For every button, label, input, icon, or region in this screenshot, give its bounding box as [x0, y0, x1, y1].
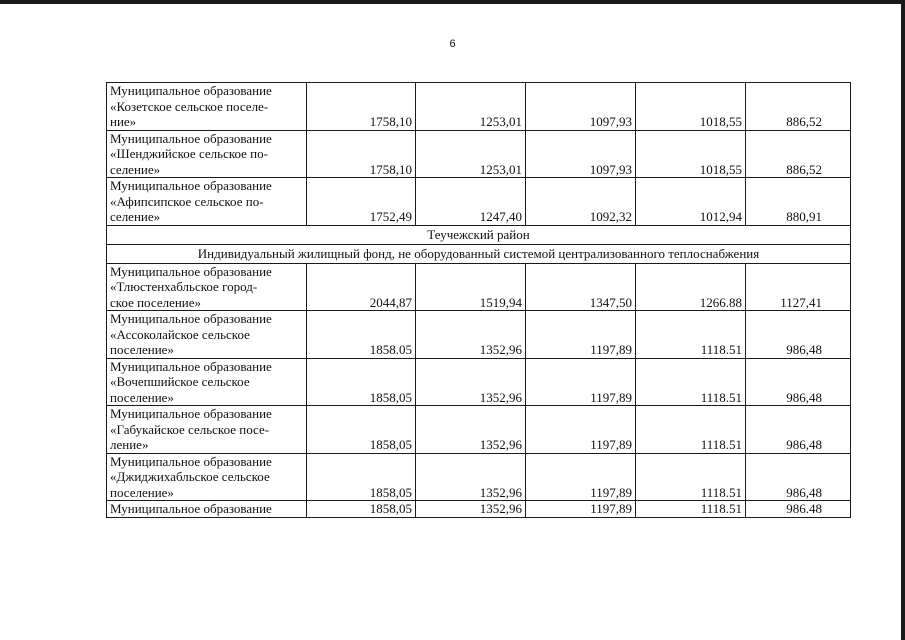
section-header: Теучежский район: [107, 225, 851, 244]
municipality-name-line: поселение»: [110, 484, 174, 500]
municipality-name-cell: [107, 501, 307, 518]
municipality-name-line: ние»: [110, 114, 137, 129]
section-header-row: [107, 244, 851, 263]
municipality-name-cell: [107, 311, 307, 359]
tariff-value-cell: 1197,89: [526, 311, 636, 359]
tariff-value-cell: 1858,05: [307, 358, 416, 406]
tariff-value-cell: 1247,40: [416, 178, 526, 226]
tariff-value-cell: 2044,87: [307, 263, 416, 311]
municipality-name-line: «Тлюстенхабльское город-: [110, 279, 258, 294]
tariff-value-cell: 986,48: [746, 311, 851, 359]
table-row: [107, 358, 851, 406]
table-row: [107, 263, 851, 311]
municipality-name-line: поселение»: [110, 342, 174, 357]
municipality-name-cell: [107, 130, 307, 178]
tariff-value-cell: 886,52: [746, 83, 851, 131]
tariff-value-cell: 1253,01: [416, 83, 526, 131]
municipality-name-line: Муниципальное образование: [110, 83, 272, 98]
tariff-value-cell: 986,48: [746, 358, 851, 406]
tariff-value-cell: 1352,96: [416, 453, 526, 501]
municipality-name-line: Муниципальное образование: [110, 130, 272, 146]
tariff-value-cell: 1197,89: [526, 358, 636, 406]
tariff-value-cell: 1127,41: [746, 263, 851, 311]
municipality-name-cell: [107, 83, 307, 131]
tariff-value-cell: 1118.51: [636, 453, 746, 501]
municipality-name-line: «Афипсипское сельское по-: [110, 193, 264, 209]
tariff-value-cell: 1519,94: [416, 263, 526, 311]
table-row: [107, 83, 851, 131]
tariff-value-cell: 880,91: [746, 178, 851, 226]
municipality-name-line: Муниципальное образование: [110, 263, 272, 279]
municipality-name-line: поселение»: [110, 389, 174, 405]
tariff-value-cell: 1758,10: [307, 130, 416, 178]
tariff-value-cell: 986.48: [746, 501, 851, 518]
municipality-name-line: ление»: [110, 437, 149, 452]
section-header: Индивидуальный жилищный фонд, не оборудованный системой централизованного теплоснабжения: [107, 244, 851, 263]
municipality-name-line: Муниципальное образование: [110, 358, 272, 374]
tariff-value-cell: 1266.88: [636, 263, 746, 311]
municipality-name-cell: [107, 178, 307, 226]
tariff-value-cell: 986,48: [746, 406, 851, 454]
municipality-name-cell: [107, 263, 307, 311]
section-header-row: [107, 225, 851, 244]
tariff-value-cell: 1097,93: [526, 130, 636, 178]
tariff-value-cell: 1197,89: [526, 406, 636, 454]
tariff-value-cell: 1118.51: [636, 311, 746, 359]
scan-border-top: [0, 0, 905, 4]
tariff-value-cell: 1118.51: [636, 358, 746, 406]
tariff-value-cell: 1858,05: [307, 501, 416, 518]
tariff-value-cell: 1118.51: [636, 501, 746, 518]
municipality-name-line: ское поселение»: [110, 294, 202, 310]
municipality-name-line: селение»: [110, 161, 161, 177]
tariff-value-cell: 1197,89: [526, 501, 636, 518]
municipality-name-line: «Вочепшийское сельское: [110, 374, 250, 389]
tariff-value-cell: 1347,50: [526, 263, 636, 311]
table-row: [107, 178, 851, 226]
tariff-value-cell: 1097,93: [526, 83, 636, 131]
tariff-table: [106, 82, 851, 518]
scan-border-right: [901, 0, 905, 640]
tariff-value-cell: 1352,96: [416, 406, 526, 454]
table-row: [107, 311, 851, 359]
table-row: [107, 501, 851, 518]
municipality-name-line: «Джиджихабльское сельское: [110, 469, 270, 484]
tariff-value-cell: 1752,49: [307, 178, 416, 226]
municipality-name-cell: [107, 358, 307, 406]
page-number: 6: [449, 38, 456, 50]
tariff-value-cell: 1858,05: [307, 453, 416, 501]
municipality-name-cell: [107, 453, 307, 501]
tariff-value-cell: 1352,96: [416, 358, 526, 406]
tariff-value-cell: 1118.51: [636, 406, 746, 454]
tariff-value-cell: 1858,05: [307, 406, 416, 454]
tariff-value-cell: 986,48: [746, 453, 851, 501]
municipality-name-line: Муниципальное образование: [110, 406, 272, 421]
tariff-value-cell: 1197,89: [526, 453, 636, 501]
municipality-name-line: Муниципальное образование: [110, 453, 272, 469]
table-row: [107, 406, 851, 454]
municipality-name-line: «Козетское сельское поселе-: [110, 98, 269, 114]
tariff-value-cell: 1858.05: [307, 311, 416, 359]
table-row: [107, 130, 851, 178]
tariff-value-cell: 886,52: [746, 130, 851, 178]
municipality-name-line: Муниципальное образование: [110, 501, 272, 516]
tariff-value-cell: 1253,01: [416, 130, 526, 178]
municipality-name-line: селение»: [110, 209, 161, 224]
municipality-name-line: «Ассоколайское сельское: [110, 326, 250, 342]
municipality-name-line: «Шенджийское сельское по-: [110, 146, 268, 161]
municipality-name-line: Муниципальное образование: [110, 178, 272, 193]
tariff-table-body: [107, 83, 851, 518]
tariff-value-cell: 1012,94: [636, 178, 746, 226]
tariff-value-cell: 1018,55: [636, 130, 746, 178]
table-row: [107, 453, 851, 501]
municipality-name-cell: [107, 406, 307, 454]
tariff-value-cell: 1758,10: [307, 83, 416, 131]
tariff-value-cell: 1092,32: [526, 178, 636, 226]
tariff-value-cell: 1352,96: [416, 311, 526, 359]
tariff-value-cell: 1352,96: [416, 501, 526, 518]
municipality-name-line: «Габукайское сельское посе-: [110, 421, 270, 437]
tariff-value-cell: 1018,55: [636, 83, 746, 131]
municipality-name-line: Муниципальное образование: [110, 311, 272, 326]
